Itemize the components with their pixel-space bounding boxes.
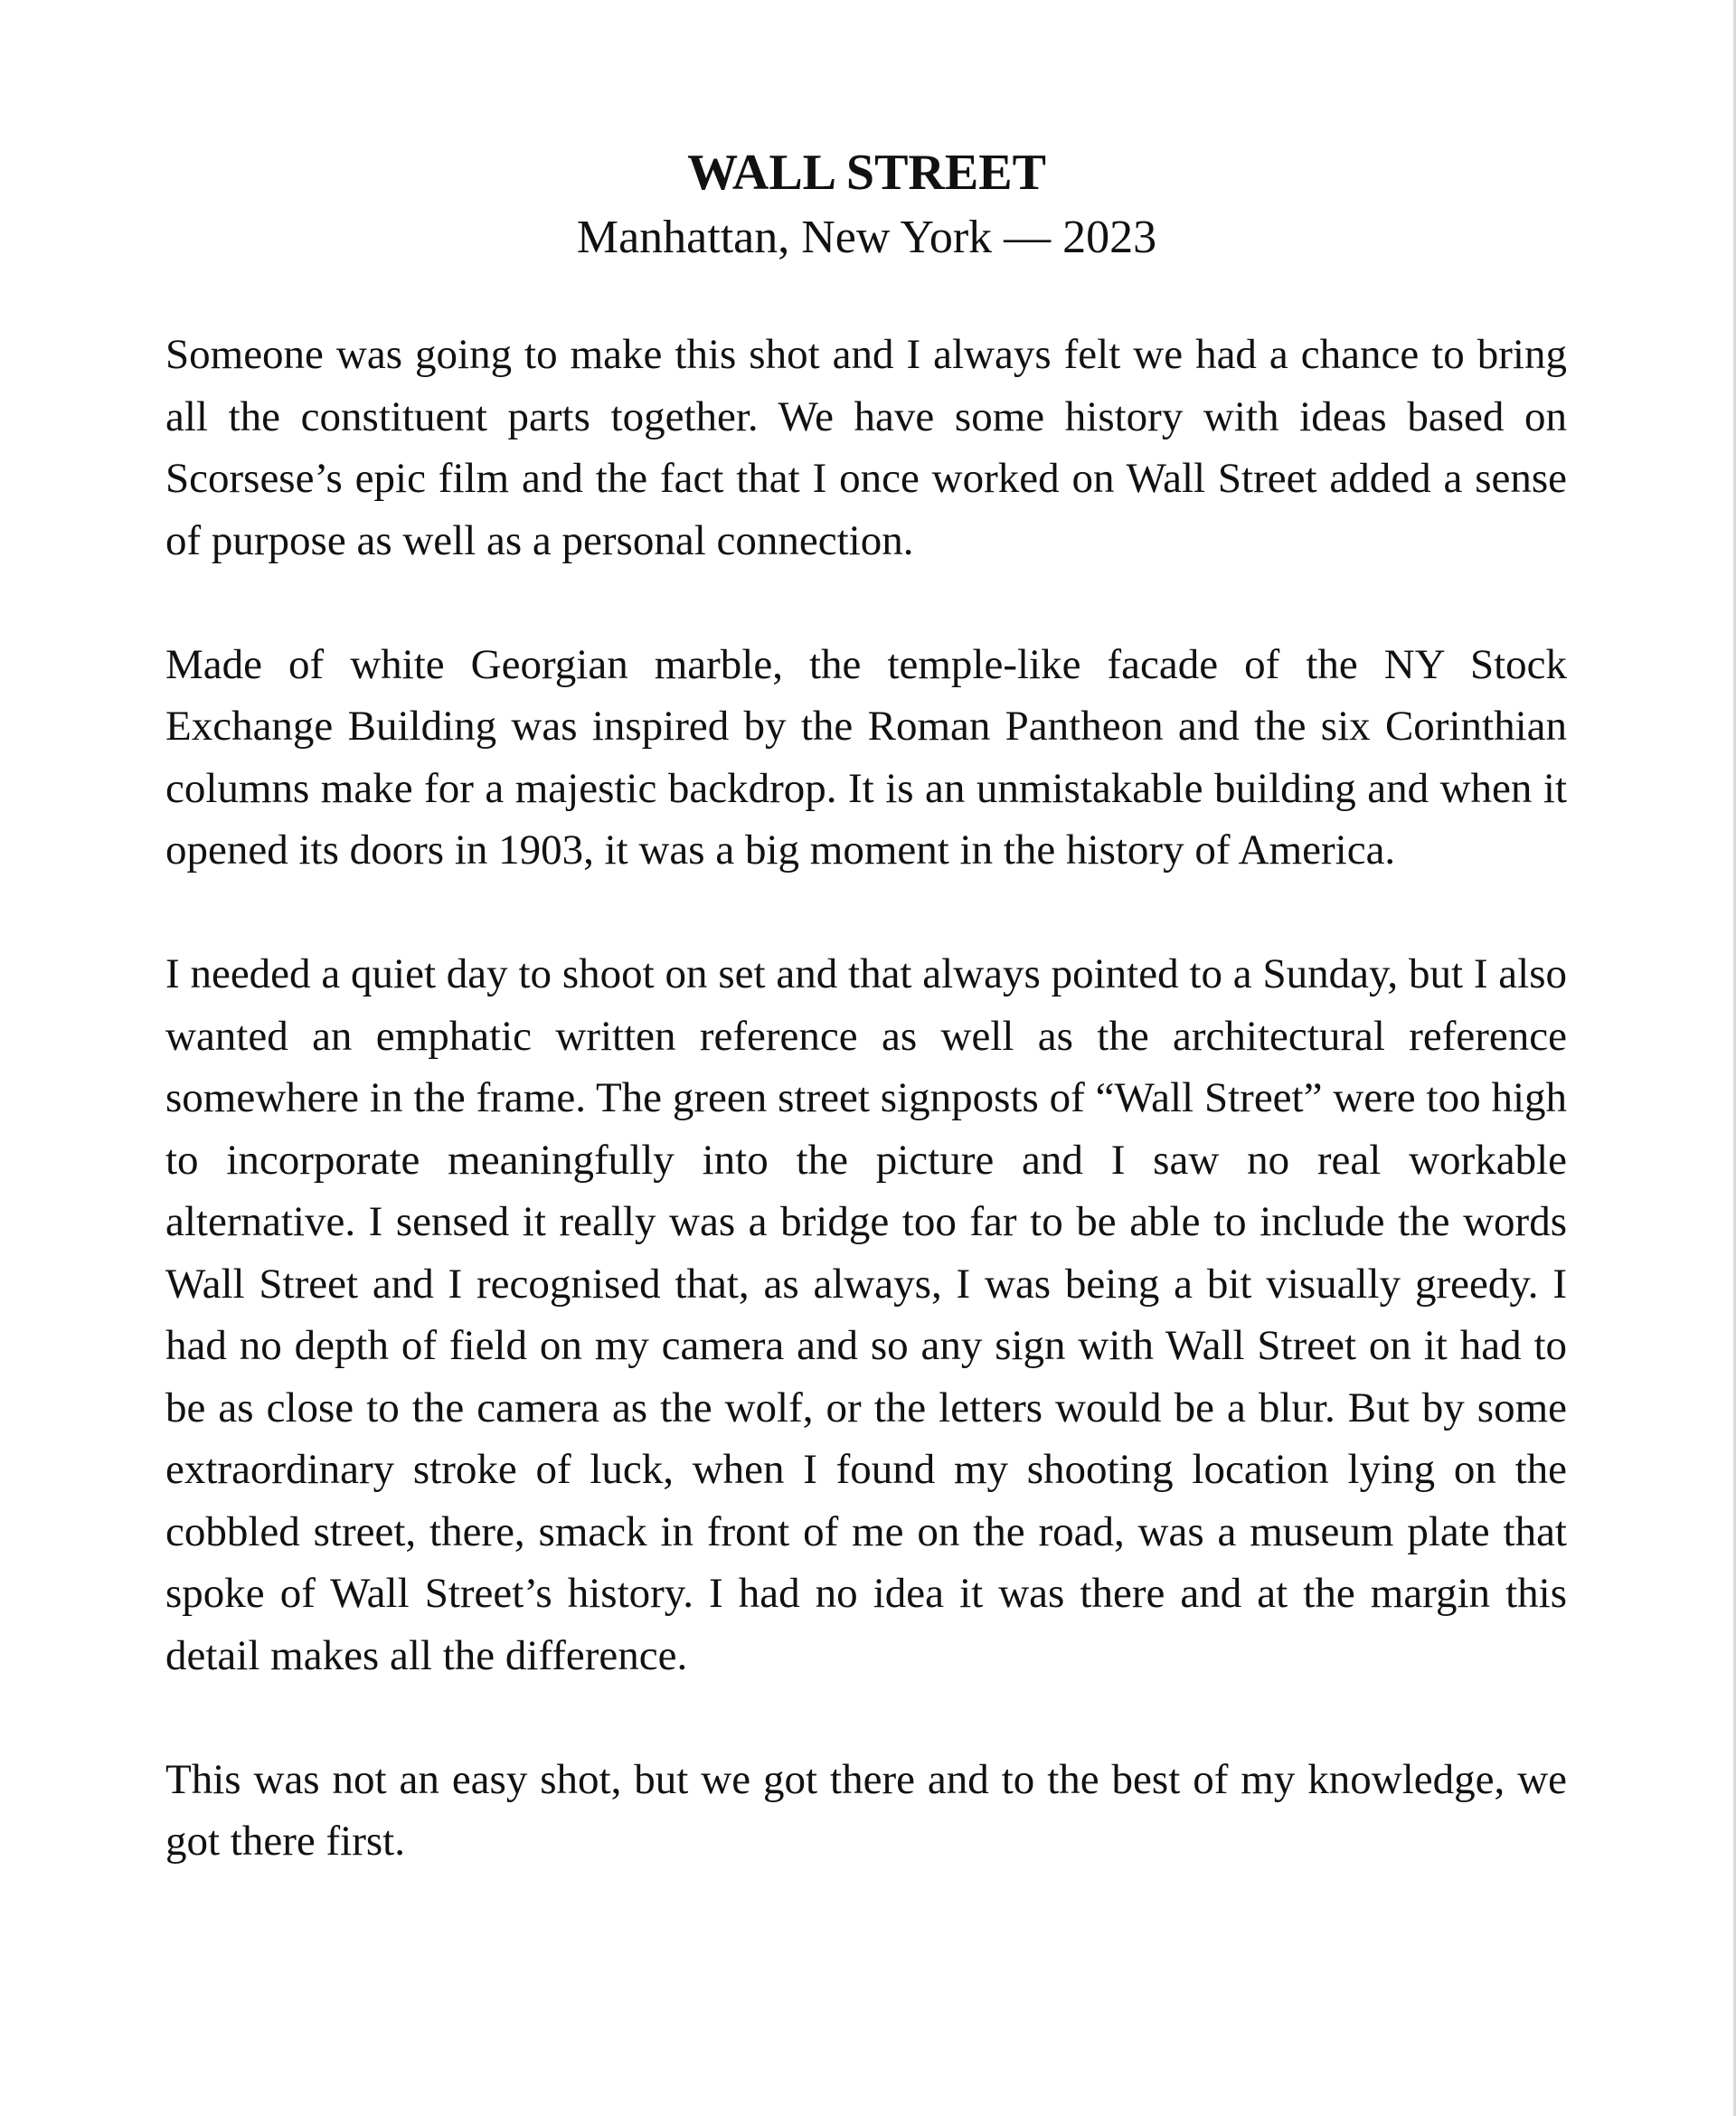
page-title: WALL STREET	[687, 145, 1046, 201]
paragraph-3: I needed a quiet day to shoot on set and that always pointed to a Sunday, but I also wanted an emphatic written reference as well as the architectural reference somewhere in the frame. The green street signposts of “Wall Street” were too high to incorporate meaningfully into the picture and I saw no real workable alternative. I sensed it really was a bridge too far to be able to include the words Wall Street and I recognised that, as always, I was being a bit visually greedy. I had no depth of field on my camera and so any sign with Wall Street on it had to be as close to the camera as the wolf, or the letters would be a blur. But by some extraordinary stroke of luck, when I found my shooting location lying on the cobbled street, there, smack in front of me on the road, was a museum plate that spoke of Wall Street’s history. I had no idea it was there and at the margin this detail makes all the difference.	[165, 950, 1567, 1679]
paragraph-4: This was not an easy shot, but we got there and to the best of my knowledge, we got there first.	[165, 1755, 1567, 1865]
paragraph-1: Someone was going to make this shot and I always felt we had a chance to bring all the constituent parts together. We have some history with ideas based on Scorsese’s epic film and the fact that I once worked on Wall Street added a sense of purpose as well as a personal connection.	[165, 331, 1567, 564]
document-header	[0, 140, 1733, 270]
page-subtitle: Manhattan, New York — 2023	[576, 212, 1157, 263]
body-text	[165, 324, 1567, 1873]
paragraph-2: Made of white Georgian marble, the temple-like facade of the NY Stock Exchange Building was inspired by the Roman Pantheon and the six Corinthian columns make for a majestic backdrop. It is an unmistakable building and when it opened its doors in 1903, it was a big moment in the history of America.	[165, 640, 1567, 874]
